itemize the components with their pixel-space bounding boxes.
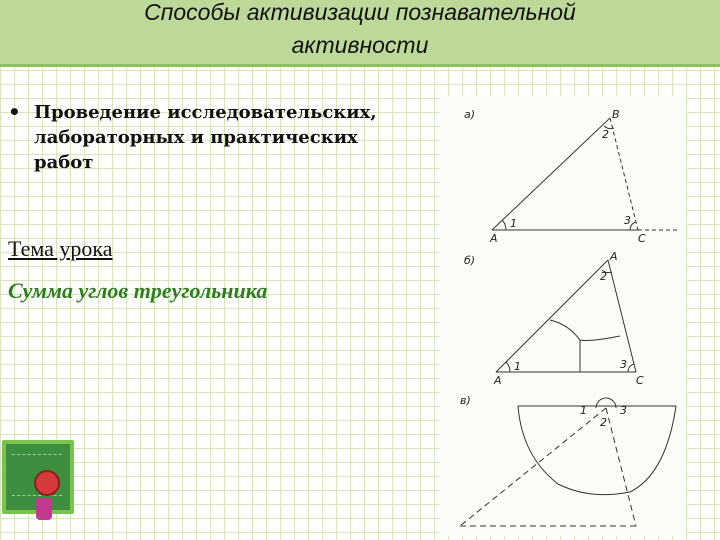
triangle-figures-panel [440, 96, 686, 536]
figure-c-angle-1: 1 [580, 404, 587, 417]
slide-title-line-2: активности [291, 32, 429, 58]
figure-b-angle-1: 1 [514, 360, 521, 373]
slide-header [0, 0, 720, 67]
figure-b-side-left [496, 260, 608, 372]
slide-title [60, 0, 660, 62]
figure-a-angle-2: 2 [602, 128, 609, 141]
triangle-figures-drawing [440, 96, 686, 536]
figure-a-label: а) [464, 108, 476, 121]
figure-b-angle-3: 3 [620, 358, 627, 371]
figure-c-angle-2: 2 [600, 416, 607, 429]
figure-b-vertex-top: A [610, 250, 618, 263]
figure-b-vertex-c: C [636, 374, 644, 387]
slide-title-line-1: Способы активизации познавательной [144, 0, 576, 25]
figure-b-triangle [496, 260, 636, 372]
flower-pot-icon [36, 498, 52, 520]
figure-a-triangle [492, 118, 680, 230]
bullet-text: Проведение исследовательских, лабораторных и практических работ [34, 102, 377, 173]
figure-a-vertex-b: B [612, 108, 620, 121]
figure-b-angle-2: 2 [600, 270, 607, 283]
figure-c-dashed-right [606, 408, 636, 526]
bullet-marker: • [8, 100, 21, 124]
figure-a-angle-3: 3 [624, 214, 631, 227]
figure-c-angle-3: 3 [620, 404, 627, 417]
figure-a-vertex-a: A [490, 232, 498, 245]
figure-c-torn-edge [518, 406, 676, 495]
figure-b-angle-1-arc [506, 362, 510, 372]
figure-b-vertex-a: A [494, 374, 502, 387]
figure-c-dashed-left [460, 408, 606, 526]
figure-c-label: в) [460, 394, 471, 407]
figure-a-angle-1-arc [502, 220, 506, 230]
figure-b-angle-3-arc [628, 364, 634, 372]
topic-value: Сумма углов треугольника [8, 278, 268, 303]
figure-b-side-right [608, 260, 636, 372]
bullet-item [8, 100, 428, 175]
figure-b-tear-line-1 [550, 320, 620, 341]
figure-a-angle-1: 1 [510, 217, 517, 230]
figure-c-shape [460, 398, 676, 526]
figure-a-vertex-c: C [638, 232, 646, 245]
topic-label: Тема урока [8, 236, 113, 261]
figure-b-label: б) [464, 254, 476, 267]
figure-a-side-ab [492, 118, 610, 230]
flower-icon [34, 470, 60, 496]
